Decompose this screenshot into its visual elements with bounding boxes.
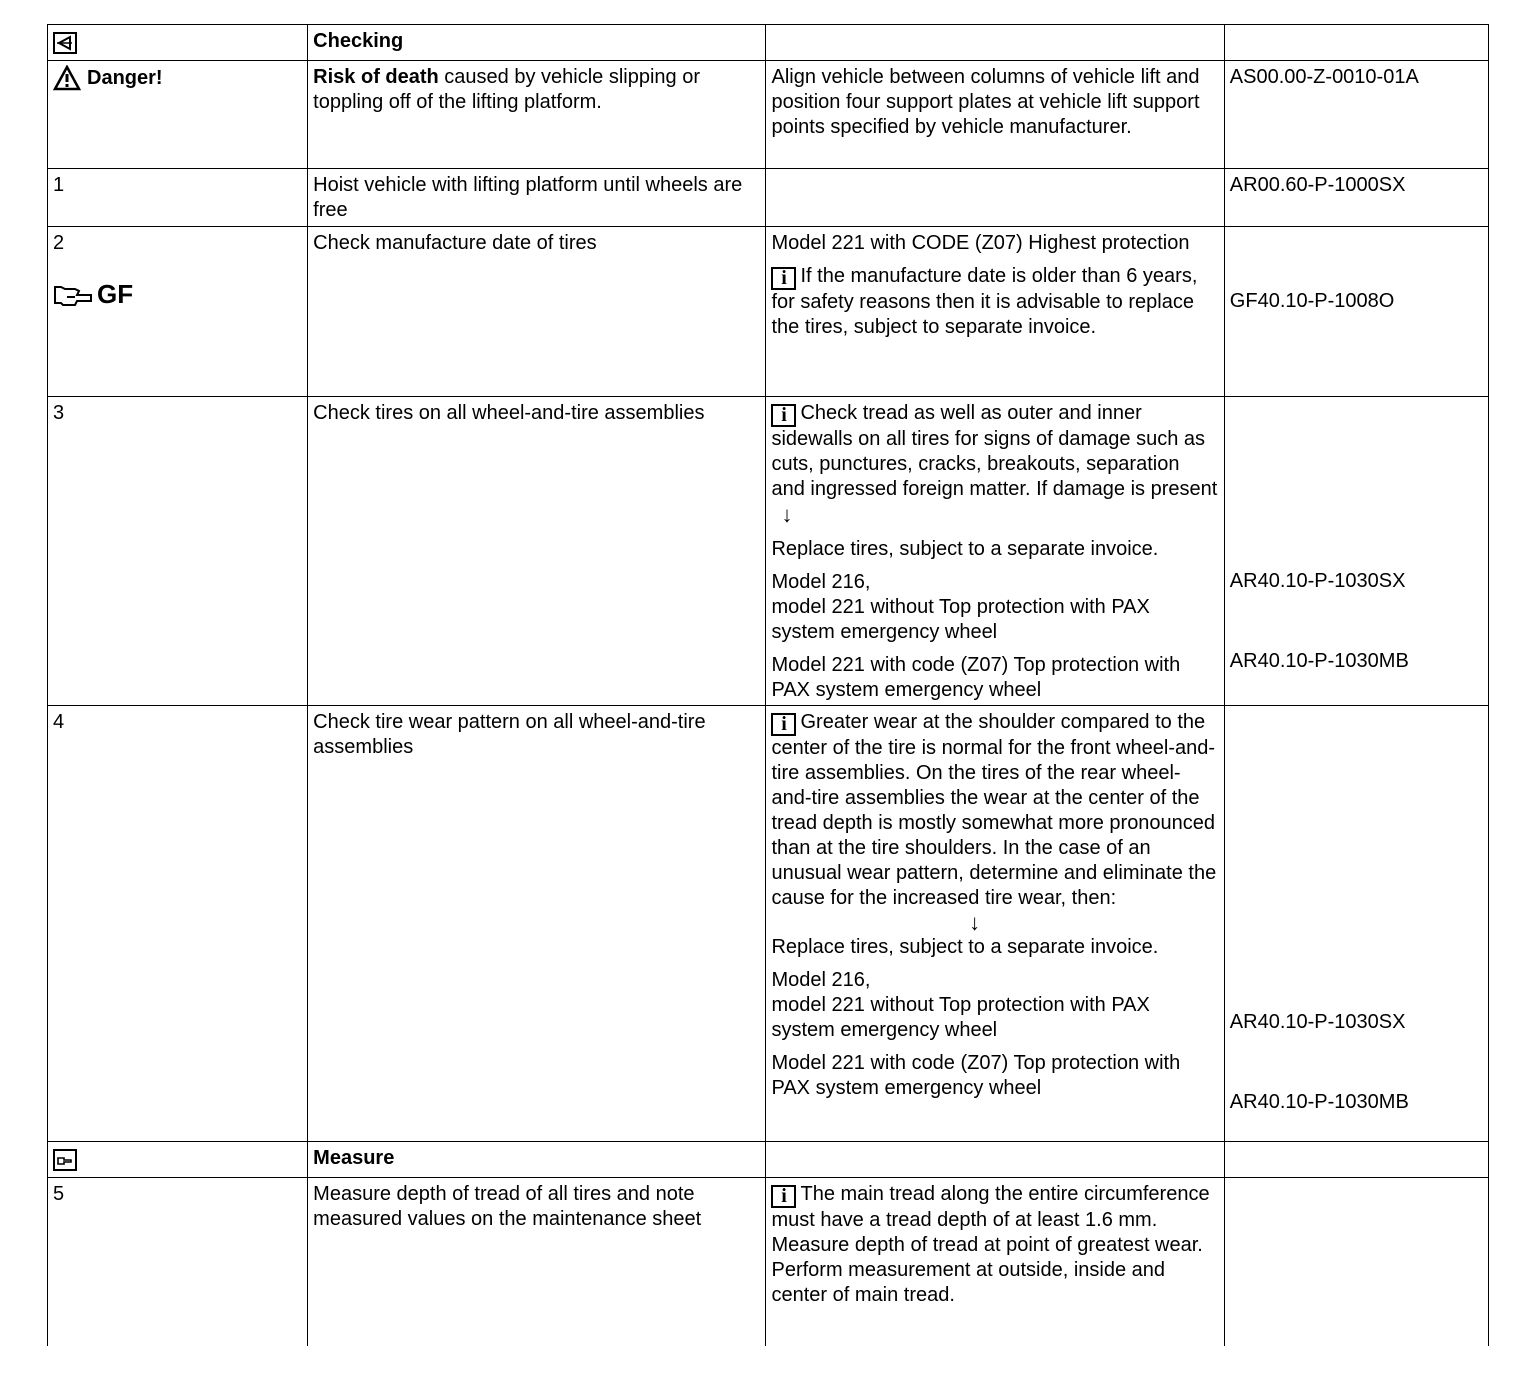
section-header-measure — [48, 1142, 1489, 1178]
step-text: Check tire wear pattern on all wheel-and-tire assemblies — [313, 711, 706, 758]
danger-label: Danger! — [53, 65, 301, 91]
step-reference: AR00.60-P-1000SX — [1229, 174, 1406, 196]
info-note: i The main tread along the entire circumference must have a tread depth of at least 1.6 mm. Measure depth of tread at point of greatest wear. Perform measurement at outside, inside and center of main tread. — [771, 1183, 1210, 1306]
step-reference-b: AR40.10-P-1030MB — [1229, 1091, 1409, 1113]
info-icon: i — [771, 713, 796, 736]
gf-marker: GF — [53, 282, 301, 307]
section-header-checking — [48, 25, 1489, 61]
danger-instruction: Align vehicle between columns of vehicle lift and position four support plates at vehicle lift support points specified by vehicle manufacturer. — [771, 66, 1200, 138]
info-note: i If the manufacture date is older than 6 years, for safety reasons then it is advisable to replace the tires, subject to separate invoice. — [771, 265, 1198, 338]
danger-reference: AS00.00-Z-0010-01A — [1229, 66, 1419, 88]
step-number: 1 — [53, 174, 65, 196]
step-number: 4 — [53, 711, 65, 733]
info-note: i Greater wear at the shoulder compared to the center of the tire is normal for the front wheel-and-tire assemblies. On the tires of the rear wheel-and-tire assemblies the wear at the center of the tread depth is mostly somewhat more pronounced than at the tire shoulders. In the case of an unusual wear pattern, determine and eliminate the cause for the increased tire wear, then: — [771, 711, 1217, 909]
risk-bold: Risk of death — [313, 66, 439, 88]
info-icon: i — [771, 404, 796, 427]
info-icon: i — [771, 267, 796, 290]
step-text: Check tires on all wheel-and-tire assemblies — [313, 402, 705, 424]
replace-note: Replace tires, subject to a separate invoice. — [771, 538, 1159, 560]
step-text: Measure depth of tread of all tires and note measured values on the maintenance sheet — [313, 1183, 702, 1230]
step-row-1 — [48, 169, 1489, 227]
arrow-down-icon: ↓ — [781, 502, 793, 527]
step-reference: GF40.10-P-1008O — [1229, 290, 1395, 312]
model-note-b: Model 221 with code (Z07) Top protection with PAX system emergency wheel — [771, 1052, 1181, 1099]
step-row-2 — [48, 227, 1489, 397]
step-number: 2 — [53, 232, 65, 254]
replace-note: Replace tires, subject to a separate invoice. — [771, 936, 1159, 958]
step-text: Check manufacture date of tires — [313, 232, 597, 254]
info-icon: i — [771, 1185, 796, 1208]
model-note-a: Model 216, model 221 without Top protection with PAX system emergency wheel — [771, 969, 1150, 1041]
step-number: 5 — [53, 1183, 65, 1205]
section-title-checking: Checking — [313, 30, 404, 52]
model-note: Model 221 with CODE (Z07) Highest protection — [771, 232, 1190, 254]
step-row-3 — [48, 397, 1489, 706]
info-note: i Check tread as well as outer and inner sidewalls on all tires for signs of damage such as cuts, punctures, cracks, breakouts, separation and ingressed foreign matter. If damage is present↓ — [771, 402, 1218, 527]
section-title-measure: Measure — [313, 1147, 395, 1169]
danger-row — [48, 61, 1489, 169]
procedure-table — [47, 24, 1489, 1346]
step-reference-a: AR40.10-P-1030SX — [1229, 570, 1406, 592]
step-row-5 — [48, 1178, 1489, 1346]
model-note-b: Model 221 with code (Z07) Top protection with PAX system emergency wheel — [771, 654, 1181, 701]
arrow-down-icon: ↓ — [969, 910, 981, 935]
step-text: Hoist vehicle with lifting platform until wheels are free — [313, 174, 743, 221]
measure-gauge-icon — [53, 1149, 77, 1171]
step-number: 3 — [53, 402, 65, 424]
model-note-a: Model 216, model 221 without Top protection with PAX system emergency wheel — [771, 571, 1150, 643]
pointing-hand-icon — [53, 283, 93, 307]
warning-triangle-icon — [53, 65, 81, 91]
risk-text: caused by vehicle slipping or toppling off of the lifting platform. — [313, 66, 701, 113]
step-reference-b: AR40.10-P-1030MB — [1229, 650, 1409, 672]
step-reference-a: AR40.10-P-1030SX — [1229, 1011, 1406, 1033]
step-row-4 — [48, 706, 1489, 1142]
arrow-left-icon — [53, 32, 77, 54]
